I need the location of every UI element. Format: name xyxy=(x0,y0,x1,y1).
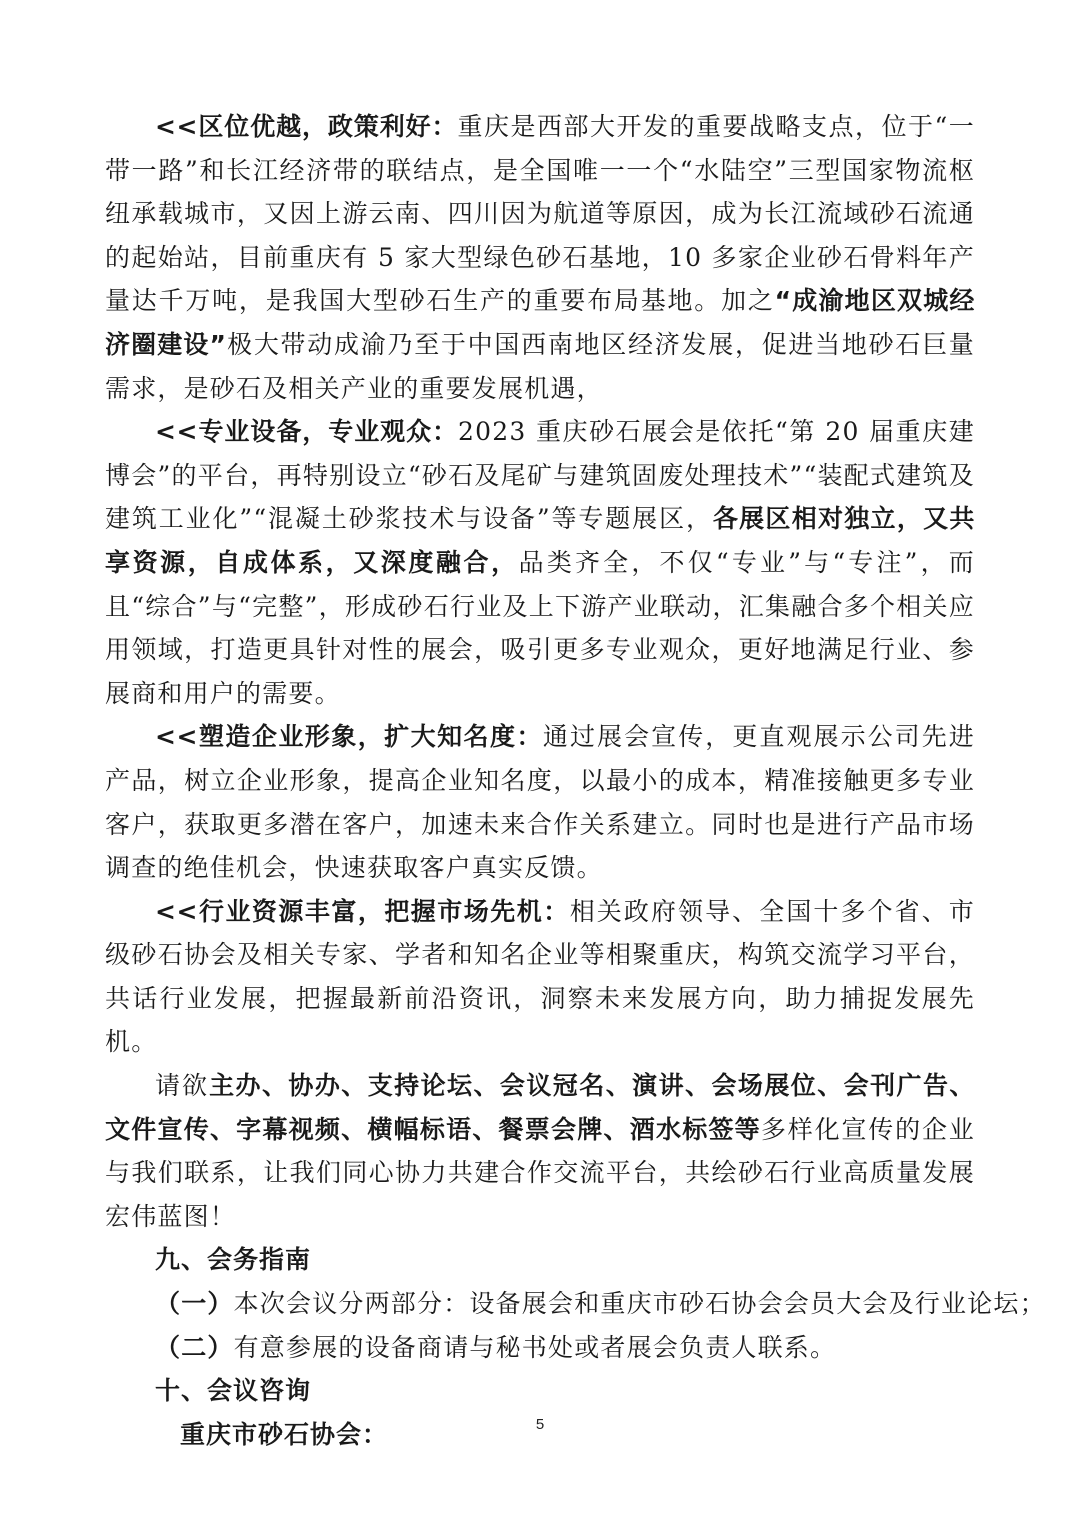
paragraph-text: 重庆是西部大开发的重要战略支点，位于“一带一路”和长江经济带的联结点，是全国唯一一个“水陆空”三型国家物流枢纽承载城市，又因上游云南、四川因为航道等原因，成为长江流域砂石流通的起始站，目前重庆有 5 家大型绿色砂石基地，10 多家企业砂石骨料年产量达千万吨，是我国大型砂石生产的重要布局基地。加之 xyxy=(105,112,975,316)
paragraph-text: 品类齐全，不仅“专业”与“专注”，而且“综合”与“完整”，形成砂石行业及上下游产业联动，汇集融合多个相关应用领域，打造更具针对性的展会，吸引更多专业观众，更好地满足行业、参展商和用户的需要。 xyxy=(105,547,975,708)
document-body xyxy=(105,105,1046,1456)
item-text: 本次会议分两部分：设备展会和重庆市砂石协会会员大会及行业论坛； xyxy=(233,1289,1046,1319)
paragraph-bold: 各展区相对独立，又共享资源，自成体系，又深度融合， xyxy=(105,504,975,577)
paragraph-bold: “成渝地区双城经济圈建设” xyxy=(105,286,975,359)
paragraph-lead: <<专业设备，专业观众： xyxy=(155,417,459,447)
item-number: （二） xyxy=(155,1332,234,1362)
sponsor-outro: 多样化宣传的企业与我们联系，让我们同心协力共建合作交流平台，共绘砂石行业高质量发展宏伟蓝图！ xyxy=(105,1114,975,1231)
paragraph-resources xyxy=(105,890,975,1064)
sponsor-items: 主办、协办、支持论坛、会议冠名、演讲、会场展位、会刊广告、文件宣传、字幕视频、横幅标语、餐票会牌、酒水标签等 xyxy=(105,1071,976,1144)
item-text: 有意参展的设备商请与秘书处或者展会负责人联系。 xyxy=(233,1332,837,1362)
item-number: （一） xyxy=(155,1289,234,1319)
paragraph-equipment xyxy=(105,410,975,715)
paragraph-lead: <<区位优越，政策利好： xyxy=(155,112,458,141)
section-9-item xyxy=(105,1326,975,1370)
page-number: 5 xyxy=(535,1416,545,1433)
paragraph-text: 相关政府领导、全国十多个省、市级砂石协会及相关专家、学者和知名企业等相聚重庆，构筑交流学习平台，共话行业发展，把握最新前沿资讯，洞察未来发展方向，助力捕捉发展先机。 xyxy=(105,896,975,1057)
sponsor-intro: 请欲 xyxy=(155,1071,210,1101)
paragraph-lead: <<塑造企业形象，扩大知名度： xyxy=(155,722,543,752)
section-10-title: 十、会议咨询 xyxy=(155,1376,312,1406)
section-9-title: 九、会务指南 xyxy=(155,1245,312,1275)
paragraph-lead: <<行业资源丰富，把握市场先机： xyxy=(155,896,570,926)
paragraph-sponsor xyxy=(105,1064,975,1238)
paragraph-text: 极大带动成渝乃至于中国西南地区经济发展，促进当地砂石巨量需求，是砂石及相关产业的重要发展机遇， xyxy=(105,329,975,403)
paragraph-location xyxy=(105,105,975,410)
paragraph-text: 通过展会宣传，更直观展示公司先进产品，树立企业形象，提高企业知名度，以最小的成本，精准接触更多专业客户，获取更多潜在客户，加速未来合作关系建立。同时也是进行产品市场调查的绝佳机会，快速获取客户真实反馈。 xyxy=(105,722,975,883)
paragraph-image xyxy=(105,715,975,889)
paragraph-text: 2023 重庆砂石展会是依托“第 20 届重庆建博会”的平台，再特别设立“砂石及尾矿与建筑固废处理技术”“装配式建筑及建筑工业化”“混凝土砂浆技术与设备”等专题展区， xyxy=(105,417,975,534)
section-9-item xyxy=(105,1282,1046,1326)
contact-organization: 重庆市砂石协会： xyxy=(180,1419,389,1449)
